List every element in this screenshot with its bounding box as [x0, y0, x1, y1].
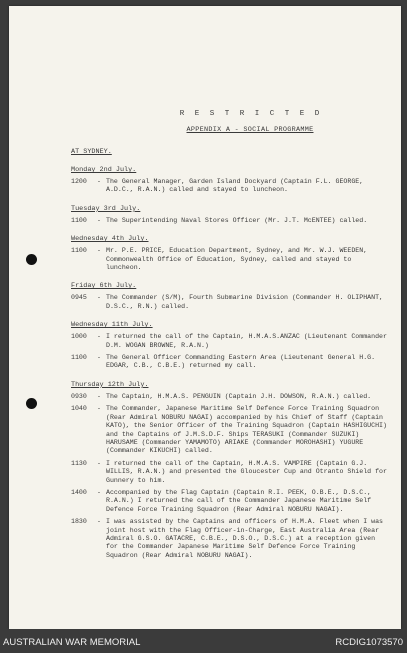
entry-dash: -	[97, 354, 101, 362]
entry-time: 1400	[71, 488, 87, 496]
entry-text: The Captain, H.M.A.S. PENGUIN (Captain J.H. DOWSON, R.A.N.) called.	[106, 392, 372, 400]
entry-text: The General Manager, Garden Island Dockyard (Captain F.L. GEORGE, A.D.C., R.A.N.) called and stayed to luncheon.	[106, 178, 364, 194]
entry-time: 1830	[71, 518, 87, 526]
document-title: APPENDIX A - SOCIAL PROGRAMME	[186, 126, 314, 134]
entry-time: 1040	[71, 405, 87, 413]
entry-text: The Commander, Japanese Maritime Self Defence Force Training Squadron (Rear Admiral NOBURU NAGAI) accompanied by his Chief of Staff (Captain KATO), the Senior Officer of the Training Squadron (Captain HASHIGUCHI) and the Captains of J.M.S.D.F. Ships TERASUKI (Commander SUZUKI) HARUSAME (Commander YAMAMOTO) ARIAKE (Commander MOROHASHI) YUGURE (Commander KIKUCHI) called.	[106, 405, 387, 455]
entry-time: 1130	[71, 459, 87, 467]
archive-footer	[0, 629, 407, 653]
day-heading: Thursday 12th July.	[71, 380, 149, 389]
entry-dash: -	[97, 178, 101, 185]
entry-text: Mr. P.E. PRICE, Education Department, Sydney, and Mr. W.J. WEEDEN, Commonwealth Office of Education, Sydney, called and stayed to luncheon.	[106, 247, 368, 272]
log-entry	[71, 460, 389, 485]
entry-dash: -	[97, 216, 101, 224]
entry-dash: -	[97, 459, 101, 467]
document-body	[71, 110, 389, 560]
punch-hole	[26, 398, 37, 409]
entry-text: The Commander (S/M), Fourth Submarine Division (Commander H. OLIPHANT, D.S.C., R.N.) called.	[106, 294, 383, 310]
day-heading: Tuesday 3rd July.	[71, 204, 141, 213]
day-heading: Friday 6th July.	[71, 282, 137, 291]
day-heading: Wednesday 11th July.	[71, 321, 153, 330]
entry-text: The General Officer Commanding Eastern Area (Lieutenant General H.G. EDGAR, C.B., C.B.E.) returned my call.	[106, 354, 376, 370]
entry-time: 1000	[71, 333, 87, 341]
entry-text: The Superintending Naval Stores Officer (Mr. J.T. McENTEE) called.	[106, 216, 368, 224]
archive-name: AUSTRALIAN WAR MEMORIAL	[3, 637, 141, 648]
entry-dash: -	[97, 333, 101, 341]
entry-dash: -	[97, 247, 101, 255]
entry-text: Accompanied by the Flag Captain (Captain R.I. PEEK, O.B.E., D.S.C., R.A.N.) I returned the call of the Commander Japanese Maritime Self Defence Force Training Squadron (Rear Admiral NOBURU NAGAI).	[106, 488, 372, 513]
entry-dash: -	[97, 488, 101, 496]
entry-text: I returned the call of the Captain, H.M.A.S. VAMPIRE (Captain G.J. WILLIS, R.A.N.) and presented the Gloucester Cup and Otranto Shield for Gunnery to him.	[106, 459, 387, 484]
entry-time: 1100	[71, 354, 87, 362]
log-entry	[71, 489, 389, 514]
log-entry	[71, 518, 389, 560]
log-entry	[71, 333, 389, 350]
log-entry	[71, 294, 389, 311]
log-entry	[71, 354, 389, 371]
record-id: RCDIG1073570	[335, 637, 403, 648]
day-heading: Wednesday 4th July.	[71, 235, 149, 244]
classification-marking: R E S T R I C T E D	[179, 110, 323, 118]
log-entry	[71, 247, 389, 272]
entry-time: 0945	[71, 294, 87, 302]
day-list	[71, 166, 389, 560]
entry-dash: -	[97, 405, 101, 413]
entry-dash: -	[97, 294, 101, 302]
log-entry	[71, 405, 389, 455]
document-page	[9, 6, 401, 629]
entry-text: I returned the call of the Captain, H.M.A.S.ANZAC (Lieutenant Commander D.M. WOGAN BROWNE, R.A.N.)	[106, 333, 387, 349]
entry-dash: -	[97, 518, 101, 526]
day-heading: Monday 2nd July.	[71, 166, 137, 174]
entry-text: I was assisted by the Captains and officers of H.M.A. Fleet when I was joint host with the Flag Officer-in-Charge, East Australia Area (Rear Admiral G.S.O. GATACRE, C.B.E., D.S.O., D.S.C.) at a reception given for the Commander Japanese Maritime Self Defence Force Training Squadron (Rear Admiral NOBURU NAGAI).	[106, 518, 383, 559]
entry-time: 1100	[71, 216, 87, 224]
entry-dash: -	[97, 392, 101, 400]
log-entry	[71, 178, 389, 195]
punch-hole	[26, 254, 37, 265]
log-entry	[71, 393, 389, 401]
location-heading: AT SYDNEY.	[71, 148, 112, 156]
entry-time: 1100	[71, 247, 87, 255]
log-entry	[71, 217, 389, 225]
entry-time: 1200	[71, 178, 87, 185]
entry-time: 0930	[71, 392, 87, 400]
